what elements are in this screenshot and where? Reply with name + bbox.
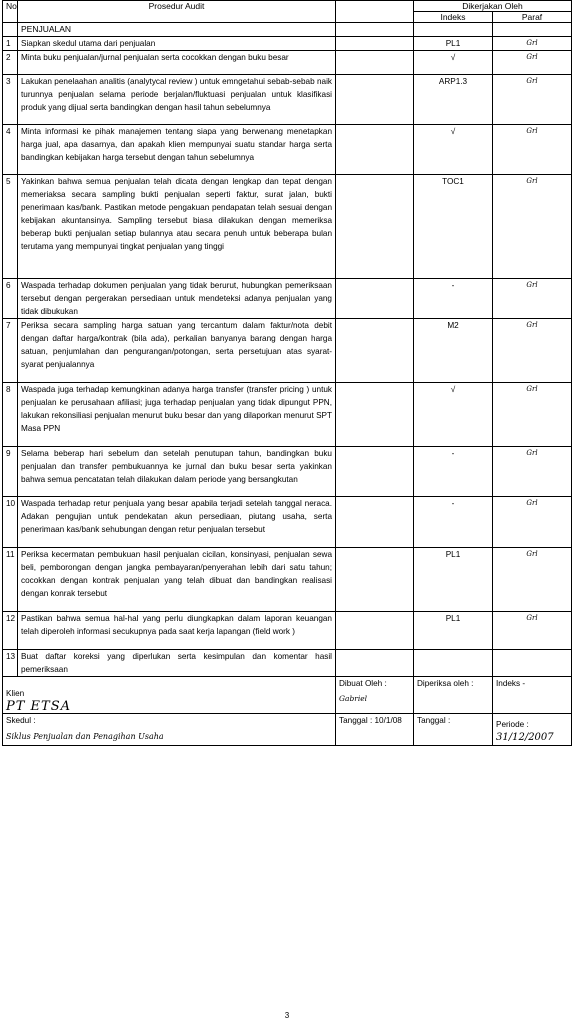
row-no: 12 [3,612,18,650]
row-paraf: Grl [493,125,572,175]
row-paraf: Grl [493,51,572,75]
tanggal-diperiksa: Tanggal : [414,714,493,746]
row-indeks: ARP1.3 [414,75,493,125]
row-procedure: Waspada juga terhadap kemungkinan adanya harga transfer (transfer pricing ) untuk penjualan ke perusahaan afiliasi; juga terhadap penjualan yang tidak dipungut PPN, lakukan rekonsiliasi penjualan menurut buku besar dan yang dilaporkan menurut SPT Masa PPN [18,383,336,447]
row-no: 3 [3,75,18,125]
row-paraf: Grl [493,279,572,319]
skedul-cell [3,714,336,746]
header-no: No [3,1,18,23]
header-indeks: Indeks [414,12,493,23]
row-procedure: Minta buku penjualan/jurnal penjualan serta cocokkan dengan buku besar [18,51,336,75]
row-procedure: Minta informasi ke pihak manajemen tentang siapa yang berwenang menetapkan harga jual, apa dasarnya, dan apakah klien mempunyai suatu standar harga serta bandingkan kebijakan harga tersebut dengan tahun sebelumnya [18,125,336,175]
dibuat-label: Dibuat Oleh : [339,679,387,688]
periode-cell [493,714,572,746]
table-row [3,51,572,75]
row-indeks: √ [414,51,493,75]
row-paraf: Grl [493,447,572,497]
header-prosedur: Prosedur Audit [18,1,336,23]
table-row [3,447,572,497]
indeks-label: Indeks - [493,677,572,714]
row-no: 8 [3,383,18,447]
audit-procedure-table [2,0,572,746]
row-empty [336,75,414,125]
header-empty [336,1,414,23]
row-empty [336,383,414,447]
row-empty [336,650,414,677]
row-procedure: Siapkan skedul utama dari penjualan [18,37,336,51]
table-row [3,383,572,447]
dibuat-signature: Gabriel [339,694,368,703]
dibuat-cell [336,677,414,714]
row-empty [336,497,414,548]
row-no: 7 [3,319,18,383]
row-indeks: PL1 [414,548,493,612]
section-no-empty [3,23,18,37]
klien-cell [3,677,336,714]
row-paraf: Grl [493,319,572,383]
row-no: 2 [3,51,18,75]
row-empty [336,447,414,497]
diperiksa-label: Diperiksa oleh : [414,677,493,714]
section-title: PENJUALAN [18,23,336,37]
row-empty [336,175,414,279]
page-number: 3 [284,1011,290,1020]
row-procedure: Waspada terhadap dokumen penjualan yang tidak berurut, hubungkan pemeriksaan tersebut dengan pergerakan persediaan untuk mendeteksi adanya penjualan yang tidak dibukukan [18,279,336,319]
tanggal-dibuat: Tanggal : 10/1/08 [336,714,414,746]
row-indeks: TOC1 [414,175,493,279]
klien-label: Klien [6,689,25,698]
row-procedure: Buat daftar koreksi yang diperlukan serta kesimpulan dan komentar hasil pemeriksaan [18,650,336,677]
table-row [3,125,572,175]
row-no: 9 [3,447,18,497]
row-paraf: Grl [493,383,572,447]
periode-value: 31/12/2007 [496,732,554,743]
row-no: 13 [3,650,18,677]
header-paraf: Paraf [493,12,572,23]
table-row [3,319,572,383]
skedul-value: Siklus Penjualan dan Penagihan Usaha [6,732,164,741]
row-indeks: M2 [414,319,493,383]
row-indeks: √ [414,125,493,175]
skedul-label: Skedul : [6,716,36,725]
row-procedure: Periksa secara sampling harga satuan yang tercantum dalam faktur/nota debit dengan daftar harga/kontrak (bila ada), perkalian banyanya barang dengan harga satuan, penjumlahan dan pengurangan/potongan, serta persetujuan atas syarat-syarat penjualannya [18,319,336,383]
table-row [3,75,572,125]
row-procedure: Pastikan bahwa semua hal-hal yang perlu diungkapkan dalam laporan keuangan telah diperoleh informasi secukupnya pada saat kerja lapangan (field work ) [18,612,336,650]
table-row [3,175,572,279]
row-no: 6 [3,279,18,319]
row-indeks: PL1 [414,37,493,51]
klien-value: PT ETSA [6,699,72,714]
row-empty [336,319,414,383]
row-indeks: - [414,279,493,319]
row-paraf [493,650,572,677]
row-paraf: Grl [493,75,572,125]
table-row [3,279,572,319]
periode-label: Periode : [496,720,529,729]
row-no: 10 [3,497,18,548]
table-row [3,650,572,677]
table-row [3,37,572,51]
row-procedure: Periksa kecermatan pembukuan hasil penjualan cicilan, konsinyasi, penjualan sewa beli, pemborongan dengan jangka pembayaran/penyerahan lebih dari satu tahun; cocokkan dengan kontrak penjualan yang telah dibuat dan bandingkan realisasi dengan konrak tersebut [18,548,336,612]
row-empty [336,51,414,75]
row-paraf: Grl [493,548,572,612]
row-procedure: Waspada terhadap retur penjuala yang besar apabila terjadi setelah tanggal neraca. Adakan pengujian untuk pendekatan akun persediaan, piutang usaha, serta penerimaan kas/bank sehubungan dengan retur penjualan tersebut [18,497,336,548]
row-empty [336,37,414,51]
row-paraf: Grl [493,37,572,51]
row-empty [336,612,414,650]
table-row [3,548,572,612]
row-no: 4 [3,125,18,175]
row-procedure: Yakinkan bahwa semua penjualan telah dicata dengan lengkap dan tepat dengan memeriaksa secara sampling bukti penjualan seperti faktur, surat jalan, bukti penerimaan kas/bank. Pastikan metode pengakuan pendapatan telah sesuai dengan kebijakan akuntansinya. Sampling tersebut biasa dilakukan dengan memeriksa beberap bukti penjualan setiap bulannya atau secara penuh untuk beberapa bulan terutama yang mempunyai tingkat penjualan yang tinggi [18,175,336,279]
row-indeks: - [414,447,493,497]
row-no: 11 [3,548,18,612]
header-dikerjakan: Dikerjakan Oleh [414,1,572,12]
row-paraf: Grl [493,612,572,650]
row-paraf: Grl [493,175,572,279]
table-row [3,612,572,650]
row-empty [336,548,414,612]
row-procedure: Selama beberap hari sebelum dan setelah penutupan tahun, bandingkan buku penjualan dan transfer pembukuannya ke jurnal dan buku besar serta yakinkan bahwa semua pencatatan telah dilakukan dalam periode yang bersangkutan [18,447,336,497]
row-no: 1 [3,37,18,51]
table-row [3,497,572,548]
row-indeks: PL1 [414,612,493,650]
row-empty [336,279,414,319]
row-empty [336,125,414,175]
row-procedure: Lakukan penelaahan analitis (analytycal review ) untuk emngetahui sebab-sebab naik turunnya penjualan selama periode berjalan/fluktuasi penjualan untuk klasifikasi produk yang dijual serta bandingkan dengan hasil tahun sebelumnya [18,75,336,125]
row-indeks [414,650,493,677]
row-no: 5 [3,175,18,279]
row-indeks: - [414,497,493,548]
row-indeks: √ [414,383,493,447]
row-paraf: Grl [493,497,572,548]
